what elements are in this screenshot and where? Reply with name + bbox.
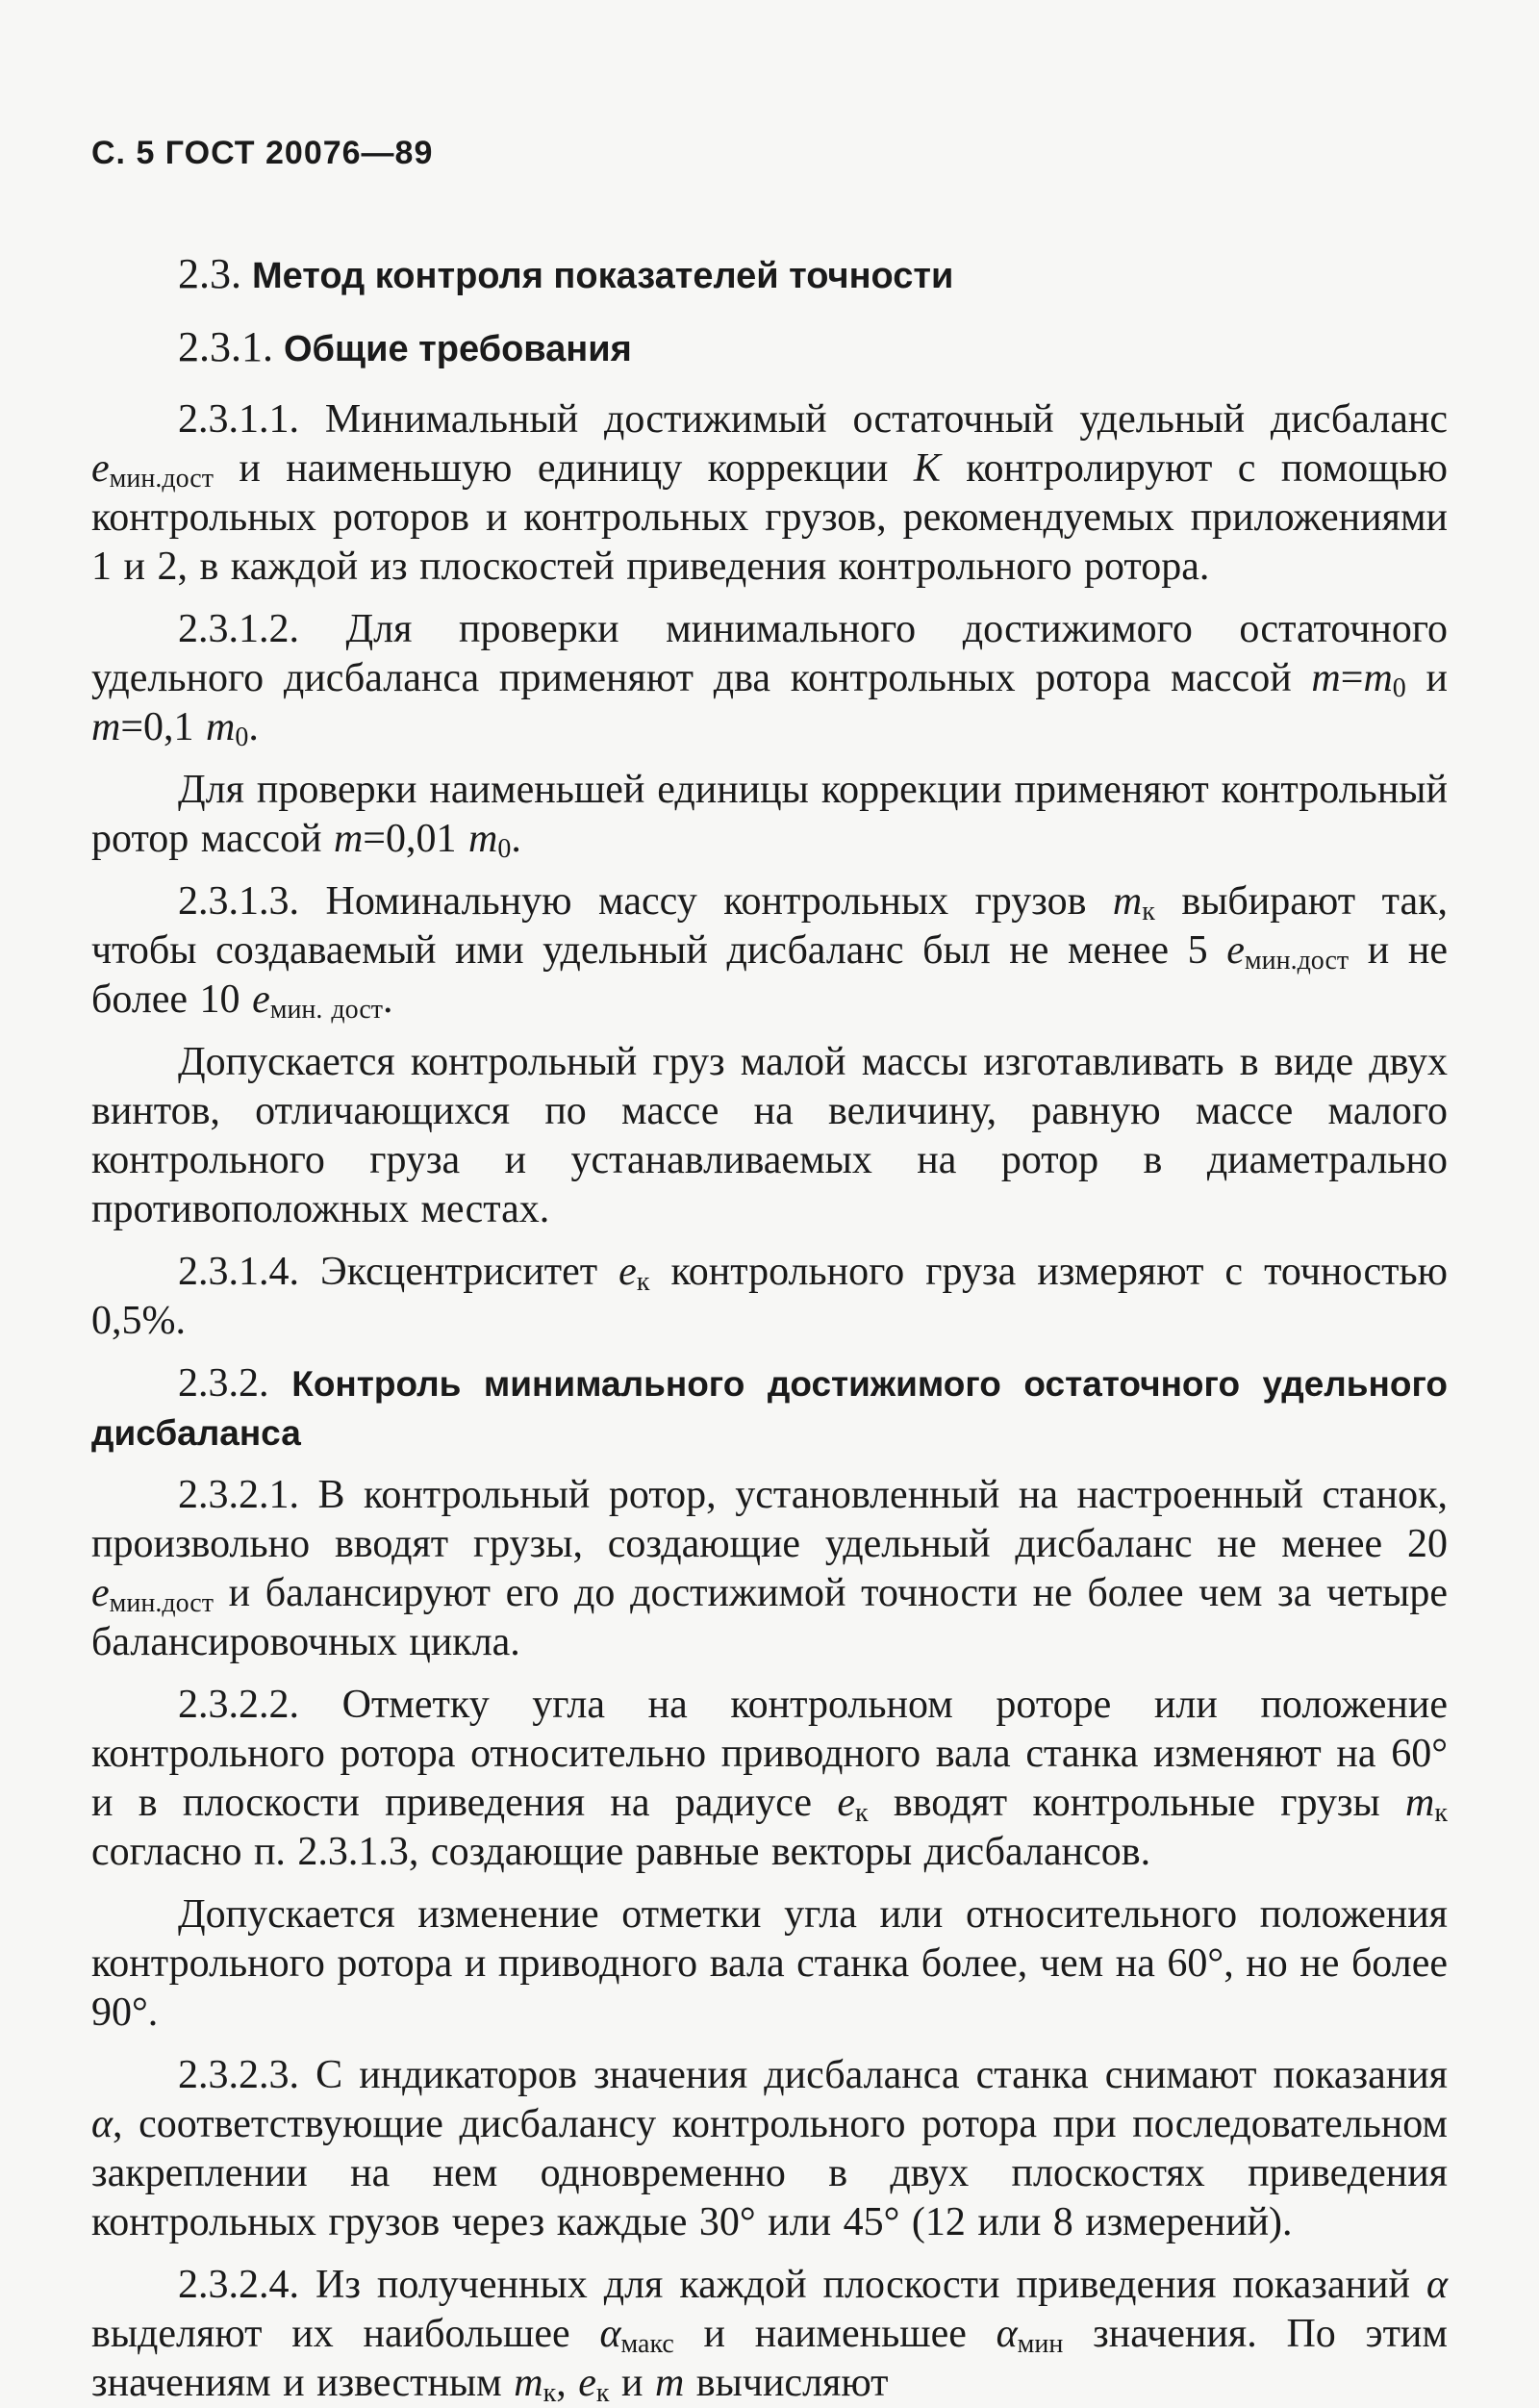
paragraph-2-3-1-3: 2.3.1.3. Номинальную массу контрольных грузов $m_к$ выбирают так, чтобы создаваемый ими удельный дисбаланс был не менее 5 $e_{мин.дост}$ и не более 10 $e_{мин. дост}$. bbox=[91, 879, 1448, 1025]
section-number: 2.3. bbox=[178, 250, 241, 297]
paragraph-2-3-2-3: 2.3.2.3. С индикаторов значения дисбаланса станка снимают показания α, соответствующие дисбалансу контрольного ротора при последовательном закреплении на нем одновременно в двух плоскостях приведения контрольных грузов через каждые 30° или 45° (12 или 8 измерений). bbox=[91, 2053, 1448, 2244]
section-heading-2-3-2 bbox=[91, 1359, 1448, 1457]
page-header: С. 5 ГОСТ 20076—89 bbox=[91, 135, 434, 171]
paragraph-2-3-1-4: 2.3.1.4. Эксцентриситет $e_к$ контрольного груза измеряют с точностью 0,5%. bbox=[91, 1250, 1448, 1343]
paragraph-2-3-2-2-continued: Допускается изменение отметки угла или относительного положения контрольного ротора и приводного вала станка более, чем на 60°, но не более 90°. bbox=[91, 1892, 1448, 2035]
section-heading-2-3-1 bbox=[91, 322, 1448, 374]
section-number: 2.3.2. bbox=[178, 1361, 269, 1406]
paragraph-2-3-1-1: 2.3.1.1. Минимальный достижимый остаточный удельный дисбаланс $e_{мин.дост}$ и наименьшую единицу коррекции K контролируют с помощью контрольных роторов и контрольных грузов, рекомендуемых приложениями 1 и 2, в каждой из плоскостей приведения контрольного ротора. bbox=[91, 397, 1448, 589]
section-title: Общие требования bbox=[284, 329, 632, 369]
section-title: Контроль минимального достижимого остаточного удельного дисбаланса bbox=[91, 1364, 1448, 1453]
section-heading-2-3 bbox=[91, 249, 1448, 301]
paragraph-2-3-2-2: 2.3.2.2. Отметку угла на контрольном роторе или положение контрольного ротора относительно приводного вала станка изменяют на 60° и в плоскости приведения на радиусе $e_к$ вводят контрольные грузы $m_к$ согласно п. 2.3.1.3, создающие равные векторы дисбалансов. bbox=[91, 1683, 1448, 1874]
paragraph-2-3-1-3-continued: Допускается контрольный груз малой массы изготавливать в виде двух винтов, отличающихся по массе на величину, равную массе малого контрольного груза и устанавливаемых на ротор в диаметрально противоположных местах. bbox=[91, 1040, 1448, 1231]
section-number: 2.3.1. bbox=[178, 323, 273, 370]
paragraph-2-3-2-4: 2.3.2.4. Из полученных для каждой плоскости приведения показаний α выделяют их наибольшее $\alpha_{макс}$ и наименьшее $\alpha_{мин}$ значения. По этим значениям и известным $m_к$, $e_к$ и m вычисляют bbox=[91, 2263, 1448, 2408]
paragraph-2-3-1-2: 2.3.1.2. Для проверки минимального достижимого остаточного удельного дисбаланса применяют два контрольных ротора массой $m=m_0$ и m=0,1 $m_0$. bbox=[91, 607, 1448, 752]
paragraph-2-3-1-2-continued: Для проверки наименьшей единицы коррекции применяют контрольный ротор массой m=0,01 $m_0$. bbox=[91, 768, 1448, 864]
paragraph-2-3-2-1: 2.3.2.1. В контрольный ротор, установленный на настроенный станок, произвольно вводят грузы, создающие удельный дисбаланс не менее 20 $e_{мин.дост}$ и балансируют его до достижимой точности не более чем за четыре балансировочных цикла. bbox=[91, 1473, 1448, 1664]
section-title: Метод контроля показателей точности bbox=[252, 256, 954, 296]
